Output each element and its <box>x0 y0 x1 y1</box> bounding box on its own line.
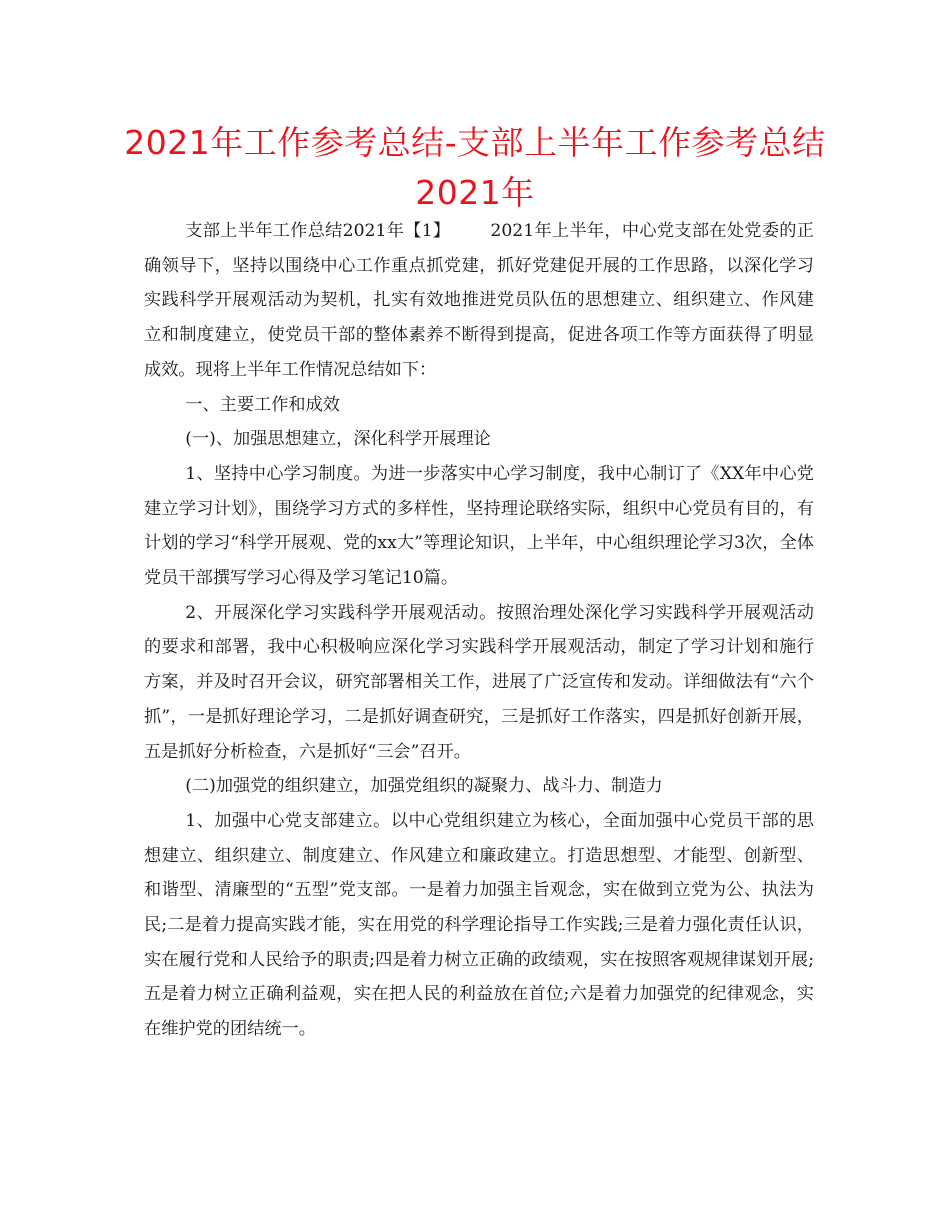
document-body <box>144 214 814 1047</box>
paragraph-intro <box>144 214 814 388</box>
document-title: 2021年工作参考总结-支部上半年工作参考总结2021年 <box>124 123 826 212</box>
subsection-heading-2: (二)加强党的组织建立，加强党组织的凝聚力、战斗力、制造力 <box>185 776 663 797</box>
subsection-heading-1: (一)、加强思想建立，深化科学开展理论 <box>185 429 491 450</box>
section-heading-main: 一、主要工作和成效 <box>185 394 340 415</box>
paragraph-study-system: 1、坚持中心学习制度。为进一步落实中心学习制度，我中心制订了《XX年中心党建立学习计划》，围绕学习方式的多样性，坚持理论联络实际，组织中心党员有目的，有计划的学习“科学开展观、党的xx大”等理论知识，上半年，中心组织理论学习3次，全体党员干部撰写学习心得及学习笔记10篇。 <box>144 463 814 589</box>
paragraph-intro-text: 2021年上半年，中心党支部在处党委的正确领导下，坚持以围绕中心工作重点抓党建，抓好党建促开展的工作思路，以深化学习实践科学开展观活动为契机，扎实有效地推进党员队伍的思想建立、组织建立、作风建立和制度建立，使党员干部的整体素养不断得到提高，促进各项工作等方面获得了明显成效。现将上半年工作情况总结如下： <box>144 221 814 380</box>
paragraph-intro-lead: 支部上半年工作总结2021年【1】 <box>185 221 451 241</box>
paragraph-practice-activity: 2、开展深化学习实践科学开展观活动。按照治理处深化学习实践科学开展观活动的要求和部署，我中心积极响应深化学习实践科学开展观活动，制定了学习计划和施行方案，并及时召开会议，研究部署相关工作，进展了广泛宣传和发动。详细做法有“六个抓”，一是抓好理论学习，二是抓好调查研究，三是抓好工作落实，四是抓好创新开展，五是抓好分析检查，六是抓好“三会”召开。 <box>144 602 814 762</box>
paragraph-branch-building: 1、加强中心党支部建立。以中心党组织建立为核心，全面加强中心党员干部的思想建立、组织建立、制度建立、作风建立和廉政建立。打造思想型、才能型、创新型、和谐型、清廉型的“五型”党支部。一是着力加强主旨观念，实在做到立党为公、执法为民;二是着力提高实践才能，实在用党的科学理论指导工作实践;三是着力强化责任认识，实在履行党和人民给予的职责;四是着力树立正确的政绩观，实在按照客观规律谋划开展;五是着力树立正确利益观，实在把人民的利益放在首位;六是着力加强党的纪律观念，实在维护党的团结统一。 <box>144 810 814 1040</box>
